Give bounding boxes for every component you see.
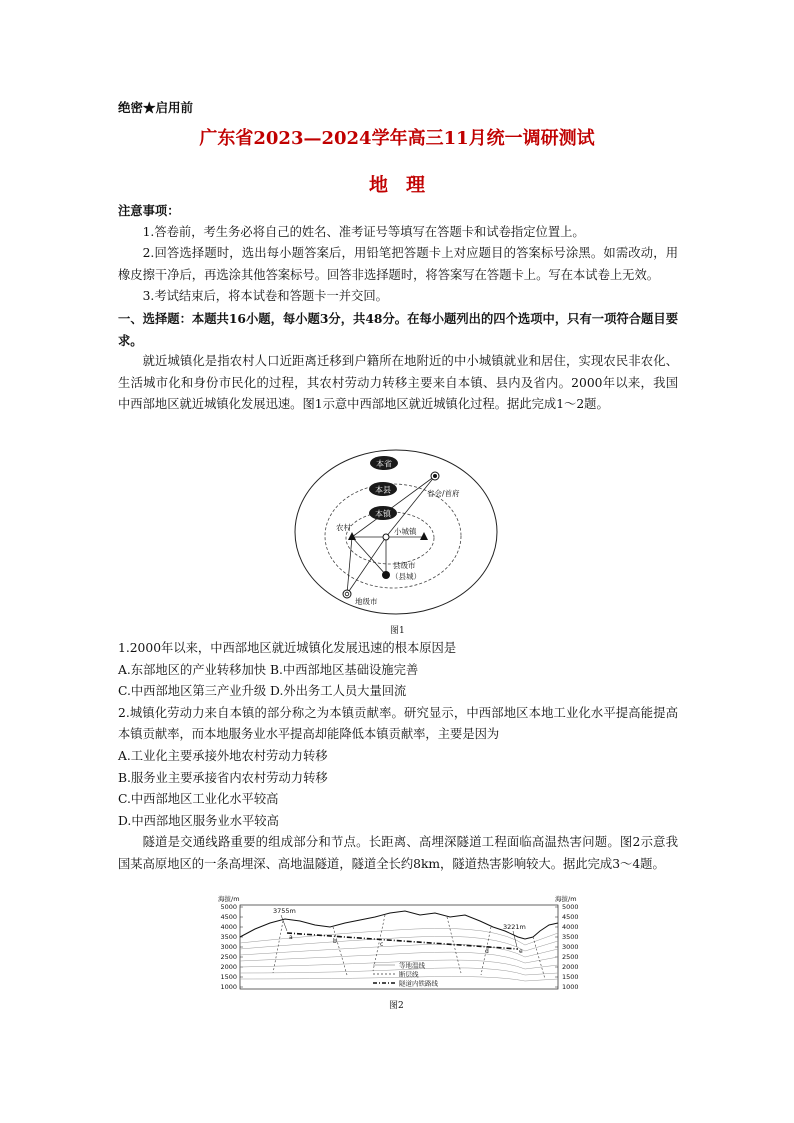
village-label: 农村: [336, 523, 351, 532]
questions-block: [118, 638, 678, 876]
section-heading: 一、选择题：本题共16小题，每小题3分，共48分。在每小题列出的四个选项中，只有一项符合题目要求。: [118, 310, 678, 348]
province-label: [370, 456, 398, 470]
county-city-node: [382, 571, 390, 579]
axis-tick-label: 5000: [562, 903, 579, 911]
legend-fault: 断层线: [399, 970, 419, 979]
axis-tick-label: 2000: [220, 963, 237, 971]
notice-item: 3.考试结束后，将本试卷和答题卡一并交回。: [142, 289, 388, 304]
town-label: [369, 506, 397, 520]
axis-tick-label: 3500: [220, 933, 237, 941]
figure-2-tunnel-profile: [215, 893, 585, 995]
notice-block: [118, 200, 678, 416]
capital-label: 省会/首府: [427, 489, 460, 498]
notice-item: 2.回答选择题时，选出每小题答案后，用铅笔把答题卡上对应题目的答案标号涂黑。如需改动，用橡皮擦干净后，再选涂其他答案标号。回答非选择题时，将答案写在答题卡上。写在本试卷上无效。: [118, 246, 678, 282]
figure-1-diagram: [293, 448, 499, 620]
peak-left-label: 3755m: [273, 907, 296, 915]
svg-text:本省: 本省: [376, 459, 392, 469]
peak-right-label: 3221m: [503, 923, 526, 931]
q2-option: C.中西部地区工业化水平较高: [118, 792, 279, 807]
axis-tick-label: 5000: [220, 903, 237, 911]
county-city-label: 县级市: [393, 561, 416, 570]
figure-2-legend: [373, 961, 439, 988]
axis-tick-label: 1500: [562, 973, 579, 981]
axis-tick-label: 3000: [562, 943, 579, 951]
right-axis-label: 海拔/m: [555, 895, 577, 903]
notice-item: 1.答卷前，考生务必将自己的姓名、准考证号等填写在答题卡和试卷指定位置上。: [142, 224, 585, 239]
village-node-right: [420, 532, 428, 540]
axis-tick-label: 3500: [562, 933, 579, 941]
passage-1: 就近城镇化是指农村人口近距离迁移到户籍所在地附近的中小城镇就业和居住，实现农民非农化、生活城市化和身份市民化的过程，其农村劳动力转移主要来自本镇、县内及省内。2000年以来，我国中西部地区就近城镇化发展迅速。图1示意中西部地区就近城镇化过程。据此完成1～2题。: [118, 354, 678, 412]
exam-title: 广东省2023—2024学年高三11月统一调研测试: [199, 128, 595, 149]
legend-railway: 隧道内铁路线: [399, 979, 438, 988]
county-label: [369, 482, 397, 496]
left-axis-ticks: [220, 903, 243, 991]
legend-isotherm: 等地温线: [399, 961, 425, 970]
village-node-left: [348, 532, 356, 540]
axis-tick-label: 4000: [562, 923, 579, 931]
svg-text:本镇: 本镇: [375, 509, 391, 519]
point-e: e: [519, 948, 523, 955]
prefecture-city-node: [343, 590, 351, 598]
q2-option: B.服务业主要承接省内农村劳动力转移: [118, 770, 328, 785]
q2-stem: 2.城镇化劳动力来自本镇的部分称之为本镇贡献率。研究显示，中西部地区本地工业化水平提高能提高本镇贡献率，而本地服务业水平提高却能降低本镇贡献率，主要是因为: [118, 705, 678, 742]
right-axis-ticks: [555, 903, 579, 991]
axis-tick-label: 4000: [220, 923, 237, 931]
notice-heading: 注意事项：: [118, 203, 180, 218]
left-axis-label: 海拔/m: [218, 895, 240, 903]
axis-tick-label: 2000: [562, 963, 579, 971]
q1-stem: 1.2000年以来，中西部地区就近城镇化发展迅速的根本原因是: [118, 641, 457, 655]
figure-1-caption: 图1: [390, 626, 405, 636]
figure-2-caption: 图2: [389, 1001, 404, 1011]
axis-tick-label: 1000: [562, 983, 579, 991]
prefecture-city-label: 地级市: [355, 597, 378, 606]
axis-tick-label: 1500: [220, 973, 237, 981]
point-d: d: [485, 948, 489, 955]
county-city-sublabel: （县城）: [391, 572, 421, 581]
q2-option: A.工业化主要承接外地农村劳动力转移: [118, 748, 328, 763]
q1-options-row: A.东部地区的产业转移加快 B.中西部地区基础设施完善: [118, 662, 419, 677]
town-ellipse: [346, 512, 434, 564]
axis-tick-label: 1000: [220, 983, 237, 991]
point-c: c: [380, 941, 384, 948]
q1-options-row: C.中西部地区第三产业升级 D.外出务工人员大量回流: [118, 684, 407, 699]
axis-tick-label: 3000: [220, 943, 237, 951]
point-a: a: [289, 934, 293, 941]
q2-option: D.中西部地区服务业水平较高: [118, 813, 279, 828]
confidential-mark: 绝密★启用前: [118, 100, 194, 115]
svg-text:本县: 本县: [375, 485, 391, 495]
axis-tick-label: 2500: [220, 953, 237, 961]
axis-tick-label: 4500: [220, 913, 237, 921]
axis-tick-label: 2500: [562, 953, 579, 961]
small-town-node: [383, 534, 389, 540]
point-b: b: [333, 938, 337, 945]
small-town-label: 小城镇: [394, 527, 417, 536]
subject-title: 地理: [368, 174, 443, 196]
passage-2: 隧道是交通线路重要的组成部分和节点。长距离、高埋深隧道工程面临高温热害问题。图2示意我国某高原地区的一条高埋深、高地温隧道，隧道全长约8km，隧道热害影响较大。据此完成3～4题。: [118, 835, 678, 871]
tunnel-railway-line: [287, 933, 518, 949]
axis-tick-label: 4500: [562, 913, 579, 921]
